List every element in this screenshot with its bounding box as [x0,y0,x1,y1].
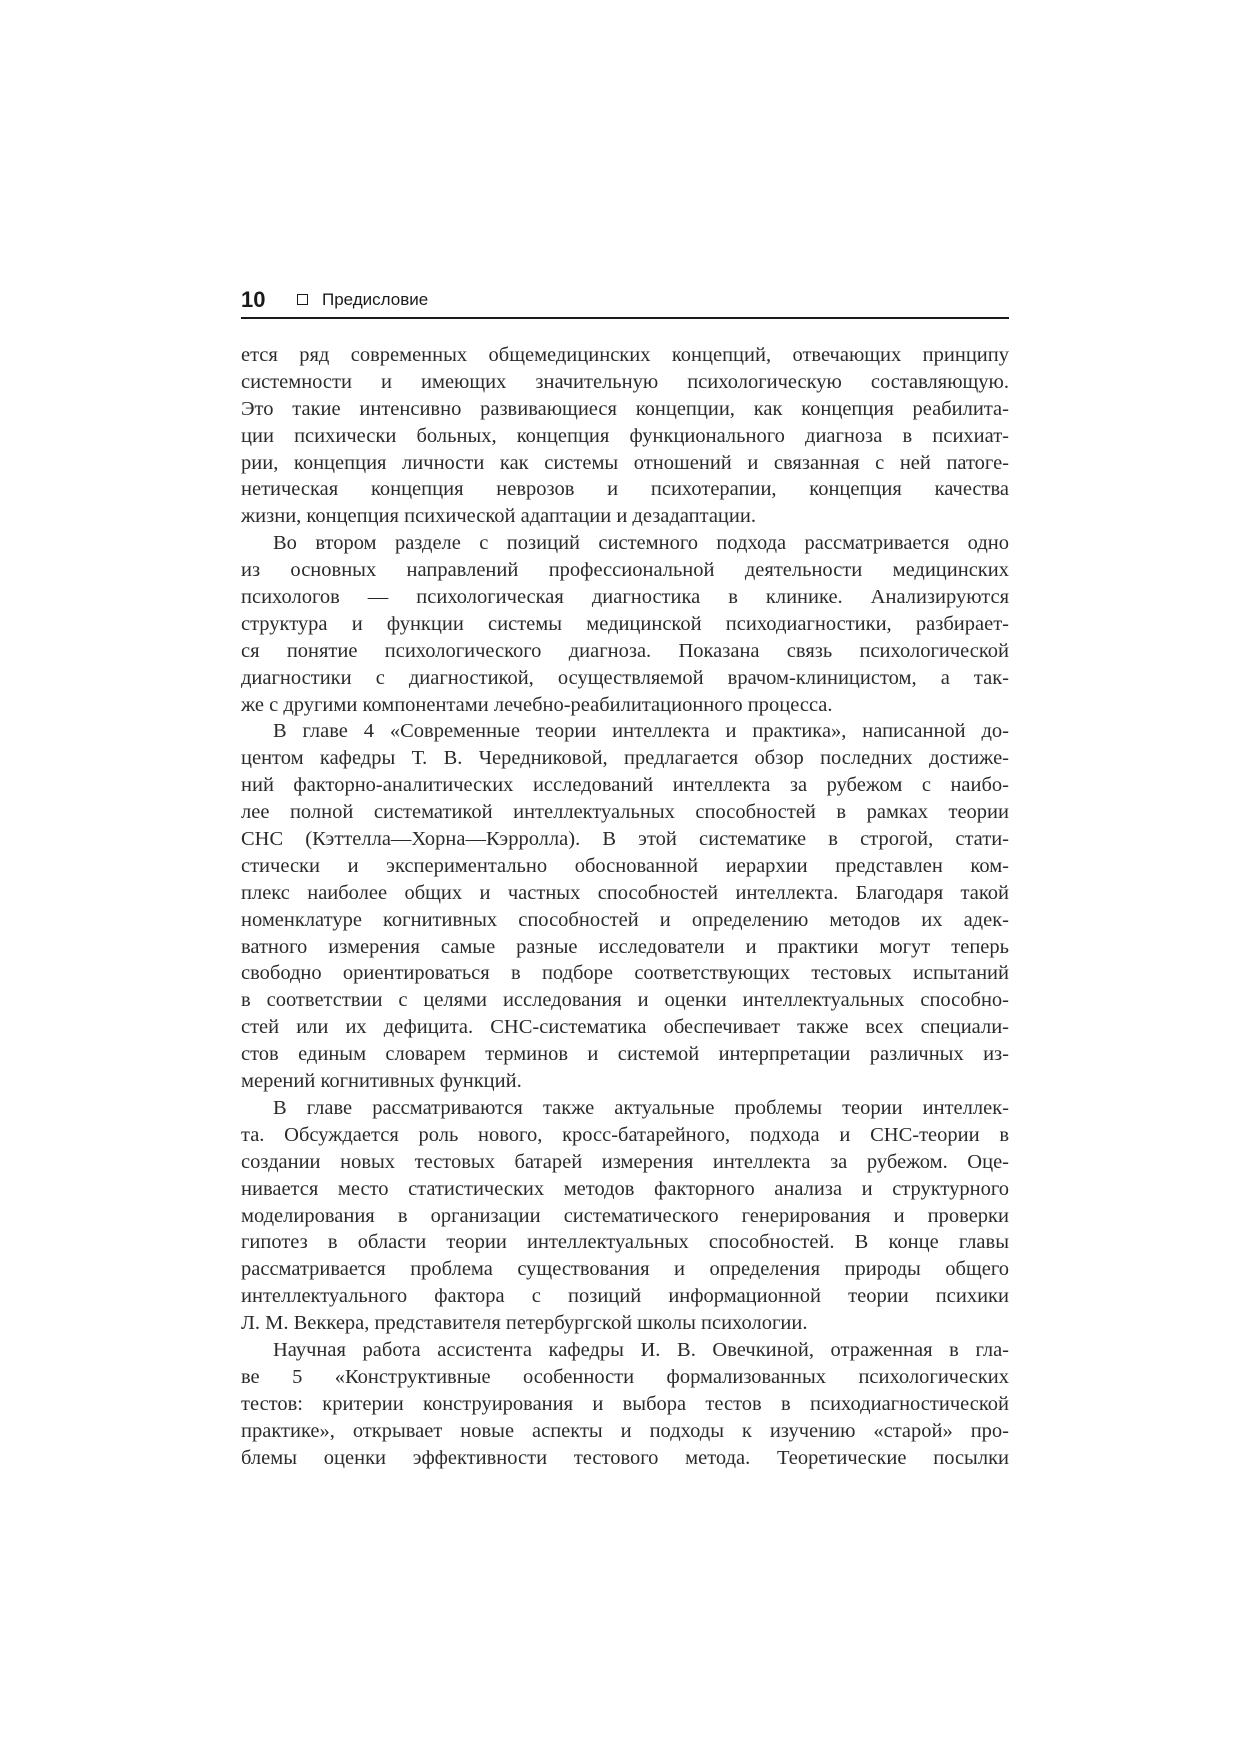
text-line: центом кафедры Т. В. Чередниковой, предлагается обзор последних достиже- [241,747,1009,770]
text-line: Л. М. Веккера, представителя петербургской школы психологии. [241,1312,808,1335]
text-line: моделирования в организации систематического генерирования и проверки [241,1204,1009,1227]
paragraph [241,718,1009,1094]
text-line: стей или их дефицита. CHC-систематика обеспечивает также всех специали- [241,1016,1009,1039]
square-bullet-icon [297,294,308,305]
text-line: жизни, концепция психической адаптации и дезадаптации. [241,505,756,528]
text-line: та. Обсуждается роль нового, кросс-батарейного, подхода и CHC-теории в [241,1123,1009,1146]
text-line: в соответствии с целями исследования и оценки интеллектуальных способно- [241,989,1009,1012]
text-line: ве 5 «Конструктивные особенности формализованных психологических [241,1365,1009,1388]
text-line: ватного измерения самые разные исследователи и практики могут теперь [241,935,1009,958]
text-line: плекс наиболее общих и частных способностей интеллекта. Благодаря такой [241,881,1009,904]
text-line: рии, концепция личности как системы отношений и связанная с ней патоге- [241,451,1009,474]
text-line: диагностики с диагностикой, осуществляемой врачом-клиницистом, а так- [241,666,1009,689]
text-line: интеллектуального фактора с позиций информационной теории психики [241,1285,1009,1308]
text-line: же с другими компонентами лечебно-реабилитационного процесса. [241,693,833,716]
page-header [241,285,1009,319]
text-line: В главе рассматриваются также актуальные проблемы теории интеллек- [273,1096,1009,1119]
text-line: Это такие интенсивно развивающиеся концепции, как концепция реабилита- [241,397,1009,420]
text-line: структура и функции системы медицинской психодиагностики, разбирает- [241,612,1009,635]
text-line: из основных направлений профессиональной деятельности медицинских [241,559,1009,582]
text-line: стов единым словарем терминов и системой интерпретации различных из- [241,1043,1009,1066]
paragraph [241,1095,1009,1337]
text-line: В главе 4 «Современные теории интеллекта и практика», написанной до- [273,720,1009,743]
text-line: гипотез в области теории интеллектуальных способностей. В конце главы [241,1231,1009,1254]
paragraph [241,530,1009,718]
text-line: CHC (Кэттелла—Хорна—Кэрролла). В этой систематике в строгой, стати- [241,828,1009,851]
text-line: нетическая концепция неврозов и психотерапии, концепция качества [241,478,1009,501]
text-line: нивается место статистических методов факторного анализа и структурного [241,1177,1009,1200]
text-line: блемы оценки эффективности тестового метода. Теоретические посылки [241,1446,1009,1469]
text-line: лее полной систематикой интеллектуальных способностей в рамках теории [241,801,1009,824]
text-line: номенклатуре когнитивных способностей и определению методов их адек- [241,908,1009,931]
text-line: свободно ориентироваться в подборе соответствующих тестовых испытаний [241,962,1009,985]
text-line: ции психически больных, концепция функционального диагноза в психиат- [241,424,1009,447]
running-title: Предисловие [322,290,429,309]
text-line: Научная работа ассистента кафедры И. В. Овечкиной, отраженная в гла- [273,1338,1009,1361]
text-line: психологов — психологическая диагностика в клинике. Анализируются [241,586,1009,609]
text-line: ся понятие психологического диагноза. Показана связь психологической [241,639,1009,662]
text-line: Во втором разделе с позиций системного подхода рассматривается одно [273,532,1009,555]
text-line: ется ряд современных общемедицинских концепций, отвечающих принципу [241,344,1009,366]
text-line: ний факторно-аналитических исследований интеллекта за рубежом с наибо- [241,774,1009,797]
text-line: рассматривается проблема существования и определения природы общего [241,1258,1009,1281]
text-line: мерений когнитивных функций. [241,1070,522,1093]
text-line: системности и имеющих значительную психологическую составляющую. [241,370,1009,393]
text-line: тестов: критерии конструирования и выбора тестов в психодиагностической [241,1392,1009,1415]
text-line: стически и экспериментально обоснованной иерархии представлен ком- [241,854,1009,877]
text-line: создании новых тестовых батарей измерения интеллекта за рубежом. Оце- [241,1150,1009,1173]
paragraph [241,1337,1009,1471]
text-line: практике», открывает новые аспекты и подходы к изучению «старой» про- [241,1419,1009,1442]
paragraph [241,342,1009,530]
body-text [241,342,1009,1471]
page-number: 10 [241,287,266,312]
